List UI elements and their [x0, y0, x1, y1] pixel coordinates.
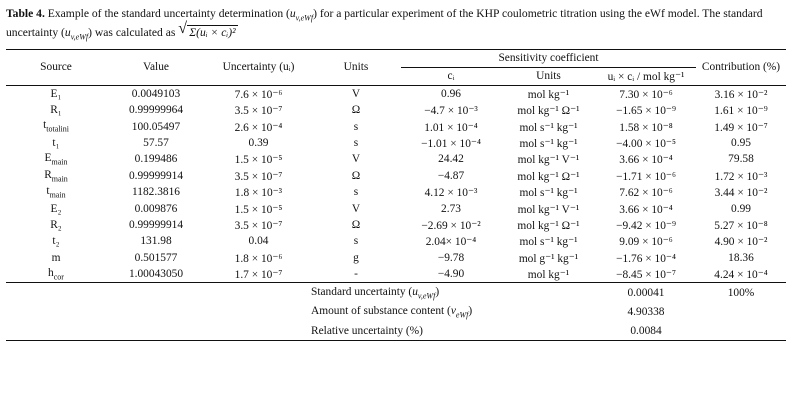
ci-cell: 1.01 × 10⁻⁴ [424, 121, 478, 134]
value-cell: 1182.3816 [132, 186, 180, 199]
contribution-cell: 18.36 [728, 251, 754, 264]
table-row [6, 151, 786, 167]
uncertainty-cell: 0.39 [248, 136, 269, 149]
product-cell: −8.45 × 10⁻⁷ [616, 269, 676, 282]
contribution-cell: 3.44 × 10⁻² [714, 187, 768, 200]
product-cell: −9.42 × 10⁻⁹ [616, 219, 676, 232]
units-cell: - [354, 268, 358, 281]
value-cell: 0.99999964 [128, 104, 184, 117]
value-cell: 0.99999914 [128, 218, 184, 231]
ci-units-cell: mol kg⁻¹ V⁻¹ [517, 203, 580, 216]
ci-cell: −4.87 [437, 169, 465, 182]
contribution-cell: 79.58 [728, 153, 754, 166]
uncertainty-cell: 0.04 [248, 235, 269, 248]
caption-symbol-2: $u_{v,eWf}$ [64, 26, 89, 42]
caption-formula: √ Σ(uᵢ × cᵢ)² [178, 25, 237, 40]
uncertainty-cell: 1.8 × 10⁻⁶ [234, 252, 283, 265]
ci-units-cell: mol s⁻¹ kg⁻¹ [519, 121, 578, 134]
caption-text-1: Example of the standard uncertainty determination ( [47, 7, 290, 20]
source-cell: E₂ [50, 202, 62, 215]
source-cell: $E_{main}$ [44, 152, 68, 167]
units-cell: Ω [351, 218, 361, 231]
product-cell: 3.66 × 10⁻⁴ [619, 203, 673, 216]
source-cell: $R_{main}$ [44, 168, 68, 183]
product-cell: 3.66 × 10⁻⁴ [619, 154, 673, 167]
value-cell: 131.98 [140, 235, 172, 248]
ci-units-cell: mol s⁻¹ kg⁻¹ [519, 187, 578, 200]
value-cell: 1.00043050 [128, 268, 184, 281]
value-cell: 0.501577 [134, 251, 178, 264]
uncertainty-cell: 3.5 × 10⁻⁷ [234, 170, 283, 183]
caption-label: Table 4. [6, 7, 45, 20]
table-body [6, 85, 786, 283]
caption-symbol: $u_{v,eWf}$ [289, 7, 314, 23]
ci-cell: −1.01 × 10⁻⁴ [421, 137, 481, 150]
value-cell: 0.0049103 [131, 87, 181, 100]
source-cell: t₂ [52, 235, 60, 248]
table-caption [6, 6, 786, 45]
contribution-cell: 0.95 [731, 136, 751, 149]
summary-row [6, 283, 786, 303]
uncertainty-cell: 1.5 × 10⁻⁵ [234, 154, 283, 167]
ci-cell: −4.7 × 10⁻³ [424, 105, 478, 118]
contribution-cell: 1.72 × 10⁻³ [714, 170, 768, 183]
units-cell: Ω [351, 169, 361, 182]
summary-value: 0.00041 [596, 283, 696, 303]
table-row [6, 184, 786, 200]
ci-units-cell: mol s⁻¹ kg⁻¹ [519, 236, 578, 249]
units-cell: V [351, 87, 361, 100]
table-row [6, 200, 786, 216]
ci-cell: 0.96 [441, 87, 461, 100]
summary-label: Amount of substance content $(v_{eWf})$ [311, 304, 473, 319]
contribution-cell: 3.16 × 10⁻² [714, 88, 768, 101]
contribution-cell: 1.49 × 10⁻⁷ [714, 121, 768, 134]
ci-cell: 4.12 × 10⁻³ [424, 187, 478, 200]
summary-label: Relative uncertainty (%) [311, 321, 596, 341]
summary-value: 4.90338 [627, 305, 665, 318]
contribution-cell: 5.27 × 10⁻⁸ [714, 219, 768, 232]
header-source: Source [6, 49, 106, 85]
summary-row [6, 302, 786, 321]
ci-units-cell: mol kg⁻¹ Ω⁻¹ [517, 219, 580, 232]
table-row [6, 217, 786, 233]
units-cell: s [353, 120, 359, 133]
uncertainty-table [6, 49, 786, 342]
source-cell: $h_{cor}$ [48, 266, 64, 282]
uncertainty-cell: 1.8 × 10⁻³ [234, 187, 283, 200]
units-cell: V [351, 153, 361, 166]
summary-contribution [696, 321, 786, 341]
value-cell: 57.57 [143, 136, 169, 149]
uncertainty-cell: 1.7 × 10⁻⁷ [234, 269, 283, 282]
summary-label: Standard uncertainty $(u_{v,eWf})$ [311, 283, 596, 303]
source-cell: E₁ [50, 87, 62, 100]
header-contribution: Contribution (%) [696, 49, 786, 85]
source-cell: m [51, 251, 61, 264]
table-row [6, 118, 786, 134]
uncertainty-cell: 3.5 × 10⁻⁷ [234, 105, 283, 118]
uncertainty-cell: 1.5 × 10⁻⁵ [234, 203, 283, 216]
product-cell: 7.30 × 10⁻⁶ [619, 88, 673, 101]
ci-units-cell: mol kg⁻¹ Ω⁻¹ [517, 170, 580, 183]
table-row [6, 85, 786, 102]
ci-units-cell: mol kg⁻¹ [527, 88, 570, 101]
header-uncertainty: Uncertainty (uᵢ) [206, 49, 311, 85]
header-product: uᵢ × cᵢ / mol kg⁻¹ [596, 67, 696, 85]
value-cell: 0.009876 [134, 202, 178, 215]
table-row [6, 168, 786, 184]
table-row [6, 135, 786, 151]
uncertainty-cell: 3.5 × 10⁻⁷ [234, 219, 283, 232]
header-ci-units: Units [501, 67, 596, 85]
product-cell: −1.65 × 10⁻⁹ [616, 105, 676, 118]
summary-value: 0.0084 [596, 321, 696, 341]
value-cell: 100.05497 [131, 120, 181, 133]
units-cell: s [353, 235, 359, 248]
table-row [6, 266, 786, 283]
ci-units-cell: mol kg⁻¹ [527, 269, 570, 282]
product-cell: 7.62 × 10⁻⁶ [619, 187, 673, 200]
table-row [6, 233, 786, 249]
caption-text-3: ) was calculated as [88, 26, 176, 40]
summary-contribution: 100% [696, 283, 786, 303]
summary-body [6, 283, 786, 341]
table-row [6, 250, 786, 266]
product-cell: −1.71 × 10⁻⁶ [616, 170, 676, 183]
contribution-cell: 0.99 [731, 202, 751, 215]
source-cell: R₂ [50, 218, 62, 231]
table-row [6, 102, 786, 118]
ci-cell: 2.73 [441, 202, 461, 215]
ci-units-cell: mol s⁻¹ kg⁻¹ [519, 137, 578, 150]
header-units: Units [311, 49, 401, 85]
ci-cell: 24.42 [438, 153, 464, 166]
ci-units-cell: mol g⁻¹ kg⁻¹ [518, 252, 579, 265]
uncertainty-cell: 7.6 × 10⁻⁶ [234, 88, 283, 101]
product-cell: −4.00 × 10⁻⁵ [616, 137, 676, 150]
ci-cell: −2.69 × 10⁻² [421, 219, 481, 232]
summary-row [6, 321, 786, 341]
value-cell: 0.199486 [134, 153, 178, 166]
units-cell: s [353, 186, 359, 199]
product-cell: −1.76 × 10⁻⁴ [616, 252, 676, 265]
contribution-cell: 4.90 × 10⁻² [714, 236, 768, 249]
summary-contribution [696, 302, 786, 321]
units-cell: g [353, 251, 359, 264]
ci-cell: −9.78 [437, 251, 465, 264]
source-cell: $t_{totalini}$ [43, 119, 69, 134]
ci-cell: 2.04× 10⁻⁴ [425, 236, 477, 249]
source-cell: R₁ [50, 104, 62, 117]
product-cell: 1.58 × 10⁻⁸ [619, 121, 673, 134]
uncertainty-cell: 2.6 × 10⁻⁴ [234, 121, 283, 134]
ci-units-cell: mol kg⁻¹ V⁻¹ [517, 154, 580, 167]
source-cell: t₁ [52, 136, 60, 149]
contribution-cell: 4.24 × 10⁻⁴ [714, 269, 768, 282]
header-sensitivity: Sensitivity coefficient [401, 49, 696, 67]
caption-text-2: ) for a particular experiment of the KHP coulometric titration using the eWf model. The standard uncertainty ( [6, 7, 763, 40]
source-cell: $t_{main}$ [46, 185, 66, 200]
contribution-cell: 1.61 × 10⁻⁹ [714, 105, 768, 118]
units-cell: V [351, 202, 361, 215]
value-cell: 0.99999914 [128, 169, 184, 182]
ci-cell: −4.90 [437, 268, 465, 281]
units-cell: Ω [351, 104, 361, 117]
header-ci: cᵢ [401, 67, 501, 85]
ci-units-cell: mol kg⁻¹ Ω⁻¹ [517, 105, 580, 118]
units-cell: s [353, 136, 359, 149]
product-cell: 9.09 × 10⁻⁶ [619, 236, 673, 249]
header-value: Value [106, 49, 206, 85]
